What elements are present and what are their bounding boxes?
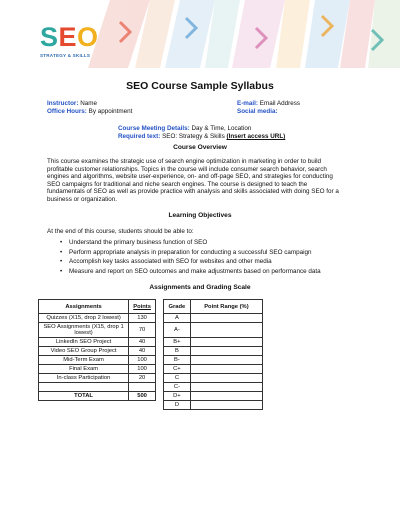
grade-cell: C <box>164 374 191 383</box>
table-row <box>164 323 263 338</box>
logo-letter-s: S <box>40 22 59 52</box>
objective-item <box>47 248 321 258</box>
instructor-label: Instructor: <box>47 100 79 107</box>
table-row <box>164 383 263 392</box>
grade-cell: B+ <box>164 338 191 347</box>
range-cell <box>190 323 262 338</box>
assignments-header: Assignments <box>39 300 129 314</box>
grading-scale-table <box>163 299 263 410</box>
range-cell <box>190 314 262 323</box>
overview-line: SEO campaigns for traditional and niche search engines. The course is designed to teach the <box>47 180 308 188</box>
email-line <box>237 100 300 108</box>
range-cell <box>190 365 262 374</box>
table-row <box>164 314 263 323</box>
grade-cell: A- <box>164 323 191 338</box>
office-hours-line <box>47 108 132 116</box>
table-row <box>39 338 156 347</box>
bullet-icon: • <box>60 239 63 246</box>
objective-item <box>47 267 321 277</box>
table-row <box>39 356 156 365</box>
objective-item <box>47 238 321 248</box>
assignment-points: 130 <box>129 314 156 323</box>
page-title: SEO Course Sample Syllabus <box>126 80 274 92</box>
table-row <box>164 392 263 401</box>
objective-text: Perform appropriate analysis in preparation for conducting a successful SEO campaign <box>69 248 312 256</box>
range-cell <box>190 347 262 356</box>
grade-cell: C- <box>164 383 191 392</box>
assignment-name: Final Exam <box>39 365 129 374</box>
meeting-value: Day & Time, Location <box>191 125 252 132</box>
range-cell <box>190 401 262 410</box>
social-media-label: Social media: <box>237 108 278 115</box>
access-url-link[interactable]: (Insert access URL) <box>226 133 286 140</box>
overview-line: This course examines the strategic use of search engine optimization in marketing in order to build <box>47 158 322 165</box>
bullet-icon: • <box>60 267 63 275</box>
table-row <box>164 338 263 347</box>
objective-text: Understand the primary business function of SEO <box>69 239 208 246</box>
objectives-intro: At the end of this course, students should be able to: <box>47 228 194 235</box>
course-overview-text <box>47 158 369 203</box>
office-hours-value: By appointment <box>88 108 133 115</box>
assignment-name: Mid-Term Exam <box>39 356 129 365</box>
table-row <box>39 374 156 383</box>
office-hours-label: Office Hours: <box>47 108 87 115</box>
email-label: E-mail: <box>237 100 258 107</box>
table-header-row <box>39 300 156 314</box>
assignment-points: 100 <box>129 356 156 365</box>
meeting-line <box>118 125 251 133</box>
table-row <box>39 314 156 323</box>
assignment-name: Quizzes (X15, drop 2 lowest) <box>39 314 129 323</box>
range-cell <box>190 383 262 392</box>
assignment-name: LinkedIn SEO Project <box>39 338 129 347</box>
table-row <box>164 401 263 410</box>
assignments-table <box>38 299 156 401</box>
grade-cell: B- <box>164 356 191 365</box>
table-row <box>39 383 156 392</box>
objective-item <box>47 257 321 267</box>
instructor-line <box>47 100 97 108</box>
table-row <box>164 365 263 374</box>
assignment-name <box>39 383 129 392</box>
course-overview-heading: Course Overview <box>173 144 227 151</box>
grade-cell: A <box>164 314 191 323</box>
overview-line: profitable customer relationships. Topics in the course will include consumer search behavior, search <box>47 165 327 173</box>
logo-tagline: STRATEGY & SKILLS <box>40 53 91 58</box>
bullet-icon: • <box>60 248 63 256</box>
email-value: Email Address <box>259 100 300 107</box>
total-label: TOTAL <box>39 392 129 401</box>
assignment-points: 70 <box>129 323 156 338</box>
assignment-points: 100 <box>129 365 156 374</box>
logo-letter-o: O <box>77 22 99 52</box>
assignment-points: 20 <box>129 374 156 383</box>
learning-objectives-heading: Learning Objectives <box>168 212 232 219</box>
objective-text: Measure and report on SEO outcomes and make adjustments based on performance data <box>69 267 321 275</box>
logo-letter-e: E <box>58 22 78 52</box>
table-row <box>39 365 156 374</box>
point-range-header: Point Range (%) <box>190 300 262 314</box>
points-header: Points <box>129 300 156 314</box>
objective-text: Accomplish key tasks associated with SEO for websites and other media <box>69 258 272 266</box>
table-row <box>39 347 156 356</box>
grading-heading: Assignments and Grading Scale <box>149 284 251 291</box>
required-text-value: SEO: Strategy & Skills <box>162 133 225 140</box>
table-row <box>164 356 263 365</box>
overview-line: business or organization. <box>47 195 118 203</box>
table-header-row <box>164 300 263 314</box>
assignment-name: Video SEO Group Project <box>39 347 129 356</box>
assignment-name: SEO Assignments (X15, drop 1 lowest) <box>39 323 129 338</box>
bullet-icon: • <box>60 258 63 266</box>
objectives-list <box>47 238 321 276</box>
required-text-line <box>118 133 285 141</box>
assignment-points: 40 <box>129 347 156 356</box>
table-row <box>39 323 156 338</box>
grade-cell: B <box>164 347 191 356</box>
grade-cell: D <box>164 401 191 410</box>
seo-logo <box>40 24 99 58</box>
overview-line: engines and algorithms, website user-experience, on- and off-page SEO, and strategies for conducting <box>47 173 333 180</box>
grade-cell: D+ <box>164 392 191 401</box>
range-cell <box>190 356 262 365</box>
assignment-points <box>129 383 156 392</box>
assignment-points: 40 <box>129 338 156 347</box>
total-points: 500 <box>129 392 156 401</box>
instructor-value: Name <box>80 100 98 107</box>
table-row <box>164 347 263 356</box>
meeting-label: Course Meeting Details: <box>118 125 190 132</box>
assignment-name: In-class Participation <box>39 374 129 383</box>
required-text-label: Required text: <box>118 133 161 140</box>
grade-cell: C+ <box>164 365 191 374</box>
total-row <box>39 392 156 401</box>
overview-line: fundamentals of SEO as well as provide practice with analysis and skills associated with doing SEO for a <box>47 188 339 195</box>
social-media-line <box>237 108 278 116</box>
range-cell <box>190 338 262 347</box>
grade-header: Grade <box>164 300 191 314</box>
range-cell <box>190 392 262 401</box>
header-banner <box>0 0 400 68</box>
table-row <box>164 374 263 383</box>
range-cell <box>190 374 262 383</box>
